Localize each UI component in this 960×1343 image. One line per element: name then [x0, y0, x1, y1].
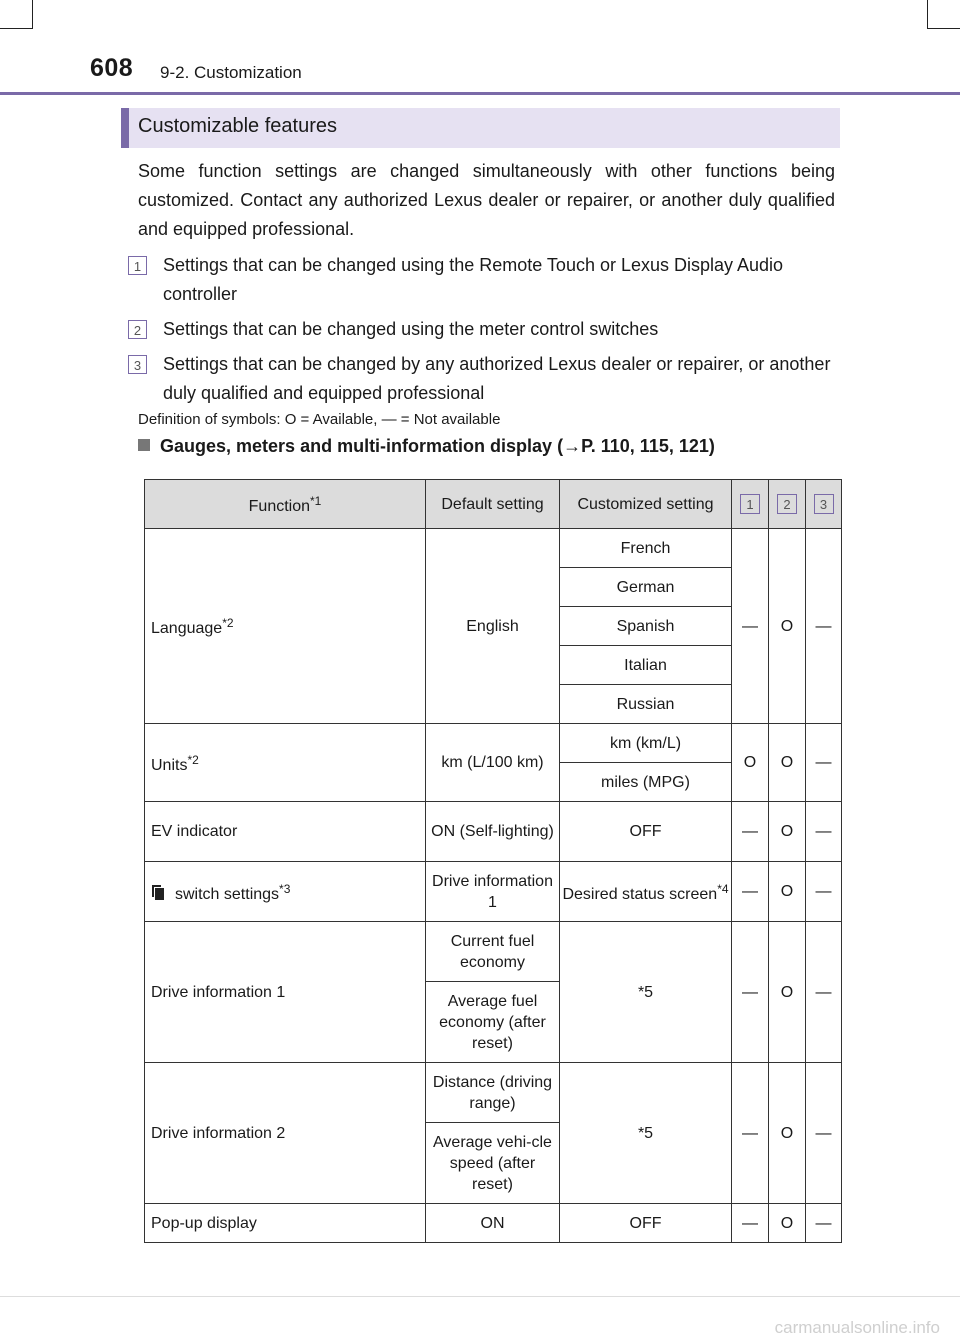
table-row: [145, 1063, 842, 1123]
crop-mark: [32, 0, 33, 28]
cell-customized: *5: [560, 1063, 732, 1204]
subsection-heading: [138, 436, 715, 457]
crop-mark: [927, 28, 960, 29]
number-badge: 1: [740, 494, 760, 514]
number-badge: 3: [814, 494, 834, 514]
cell-function: switch settings$^{*3}$: [145, 862, 426, 922]
cell-default: ON (Self-lighting): [426, 802, 560, 862]
list-item-text: Settings that can be changed using the meter control switches: [163, 319, 659, 339]
cell-col-1: —: [732, 922, 769, 1063]
cell-function: Drive information 2: [145, 1063, 426, 1204]
list-item: [128, 350, 838, 408]
cell-customized: *5: [560, 922, 732, 1063]
list-item: [128, 315, 838, 344]
cell-col-3: —: [806, 724, 842, 802]
cell-col-2: O: [769, 529, 806, 724]
list-item-text: Settings that can be changed using the Remote Touch or Lexus Display Audio controller: [163, 255, 784, 304]
table-row: [145, 724, 842, 763]
number-badge: 2: [128, 320, 147, 339]
header-col-2: [769, 480, 806, 529]
cell-col-1: —: [732, 529, 769, 724]
cell-default: Distance (driving range): [426, 1063, 560, 1123]
feature-heading-band: [121, 108, 840, 148]
cell-col-1: —: [732, 802, 769, 862]
cell-function: Pop-up display: [145, 1204, 426, 1243]
cell-col-1: —: [732, 862, 769, 922]
cell-option: German: [560, 568, 732, 607]
header-customized: Customized setting: [560, 480, 732, 529]
header-col-3: [806, 480, 842, 529]
page-number: 608: [90, 54, 134, 82]
intro-paragraph: Some function settings are changed simultaneously with other functions being customized. Contact any authorized Lexus dealer or repairer, or another duly qualified and equipped professional.: [138, 161, 835, 239]
cell-option: miles (MPG): [560, 763, 732, 802]
heading-accent: [121, 108, 129, 148]
section-title: 9-2. Customization: [160, 63, 302, 82]
cell-customized: OFF: [560, 1204, 732, 1243]
cell-col-2: O: [769, 724, 806, 802]
cell-option: French: [560, 529, 732, 568]
number-badge: 3: [128, 355, 147, 374]
footer-rule: [0, 1296, 960, 1297]
cell-col-3: —: [806, 529, 842, 724]
cell-default: Average vehi-cle speed (after reset): [426, 1123, 560, 1204]
table-row: [145, 802, 842, 862]
list-item: [128, 251, 838, 309]
table-row: [145, 529, 842, 568]
cell-default: Current fuel economy: [426, 922, 560, 982]
watermark: carmanualsonline.info: [774, 1318, 940, 1337]
cell-col-3: —: [806, 1204, 842, 1243]
cell-customized: Desired status screen$^{*4}$: [560, 862, 732, 922]
cell-col-1: —: [732, 1204, 769, 1243]
cell-default: English: [426, 529, 560, 724]
crop-mark: [927, 0, 928, 28]
cell-option: Spanish: [560, 607, 732, 646]
number-badge: 1: [128, 256, 147, 275]
header-col-1: [732, 480, 769, 529]
table-row: [145, 862, 842, 922]
cell-default: km (L/100 km): [426, 724, 560, 802]
table-row: [145, 1204, 842, 1243]
cell-option: km (km/L): [560, 724, 732, 763]
cell-col-3: —: [806, 1063, 842, 1204]
cell-col-3: —: [806, 802, 842, 862]
cell-default: Average fuel economy (after reset): [426, 982, 560, 1063]
cell-col-3: —: [806, 922, 842, 1063]
cell-col-3: —: [806, 862, 842, 922]
cell-col-2: O: [769, 802, 806, 862]
symbol-definitions: Definition of symbols: O = Available, — = Not available: [138, 411, 501, 428]
header-rule: [0, 92, 960, 95]
cell-col-1: O: [732, 724, 769, 802]
cell-default: ON: [426, 1204, 560, 1243]
list-item-text: Settings that can be changed by any authorized Lexus dealer or repairer, or another duly qualified and equipped professional: [163, 354, 831, 403]
header-default: Default setting: [426, 480, 560, 529]
cell-col-1: —: [732, 1063, 769, 1204]
cell-function: EV indicator: [145, 802, 426, 862]
cell-option: Italian: [560, 646, 732, 685]
square-bullet-icon: [138, 439, 150, 451]
cell-col-2: O: [769, 922, 806, 1063]
crop-mark: [0, 28, 33, 29]
header-function: Function$^{*1}$: [145, 480, 426, 529]
subsection-text: Gauges, meters and multi-information display (→P. 110, 115, 121): [160, 436, 715, 456]
feature-heading: Customizable features: [138, 115, 337, 137]
number-badge: 2: [777, 494, 797, 514]
display-switch-icon: [151, 884, 167, 902]
settings-table: [144, 479, 842, 1243]
cell-col-2: O: [769, 1204, 806, 1243]
cell-col-2: O: [769, 862, 806, 922]
cell-col-2: O: [769, 1063, 806, 1204]
cell-customized: OFF: [560, 802, 732, 862]
cell-option: Russian: [560, 685, 732, 724]
cell-function: Units$^{*2}$: [145, 724, 426, 802]
cell-function: Drive information 1: [145, 922, 426, 1063]
cell-default: Drive information 1: [426, 862, 560, 922]
table-row: [145, 922, 842, 982]
cell-function: Language$^{*2}$: [145, 529, 426, 724]
table-header-row: [145, 480, 842, 529]
